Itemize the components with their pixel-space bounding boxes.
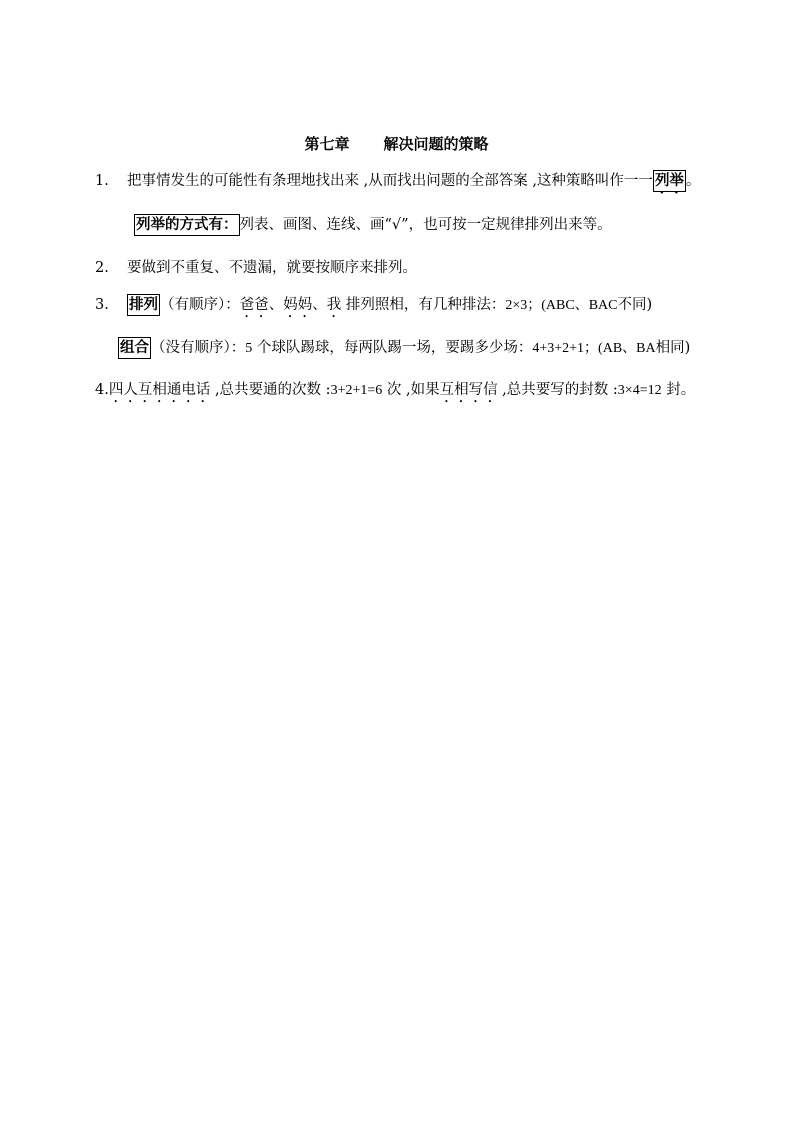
calc-text: 3+2+1=6 xyxy=(330,383,383,398)
calc-text: 3×4=12 xyxy=(617,383,662,398)
emphasis-letters: 互相写信 xyxy=(439,382,498,398)
item-number: 1. xyxy=(95,173,109,189)
chapter-name: 解决问题的策略 xyxy=(383,135,489,153)
boxed-term-permutation: 排列 xyxy=(127,294,160,316)
emphasis-mom: 妈妈 xyxy=(283,297,313,313)
item-number: 3. xyxy=(95,297,109,313)
emphasis-dad: 爸爸 xyxy=(239,297,269,313)
item-text: 列表、画图、连线、画“√”，也可按一定规律排列出来等。 xyxy=(239,217,612,233)
boxed-term-methods: 列举的方式有： xyxy=(134,214,240,236)
item-2 xyxy=(95,258,417,278)
item-1-methods xyxy=(134,215,612,235)
chapter-number: 第七章 xyxy=(304,135,350,153)
item-4: 4.四人互相通电话 ,总共要通的次数 :3+2+1=6 次 ,如果互相写信 ,总共要写的封数 :3×4=12 封。 xyxy=(95,382,696,398)
calc-text: 4+3+2+1；(AB、BA xyxy=(532,341,656,356)
item-number: 2. xyxy=(95,260,109,276)
item-3-combination: 组合 （没有顺序）：5 个球队踢球，每两队踢一场，要踢多少场：4+3+2+1；(AB、BA相同) xyxy=(118,338,690,359)
item-number: 4. xyxy=(95,382,109,398)
calc-text: 2×3；(ABC、BAC xyxy=(505,298,618,313)
emphasis-me: 我 xyxy=(326,297,342,313)
boxed-term-combination: 组合 xyxy=(118,337,151,359)
item-text: 把事情发生的可能性有条理地找出来 ,从而找出问题的全部答案 ,这种策略叫作一一 xyxy=(127,173,653,189)
item-text: 要做到不重复、不遗漏，就要按顺序来排列。 xyxy=(127,260,417,276)
boxed-term-enumeration: 列举 xyxy=(653,170,686,192)
emphasis-phone: 四人互相通电话 xyxy=(108,382,211,398)
page-title xyxy=(0,133,793,154)
item-1: 1. 把事情发生的可能性有条理地找出来 ,从而找出问题的全部答案 ,这种策略叫作一一 列举 。 xyxy=(95,171,700,197)
item-3: 3. 排列 （有顺序）：爸爸、妈妈、我 排列照相，有几种排法：2×3；(ABC、BAC不同) xyxy=(95,295,652,321)
